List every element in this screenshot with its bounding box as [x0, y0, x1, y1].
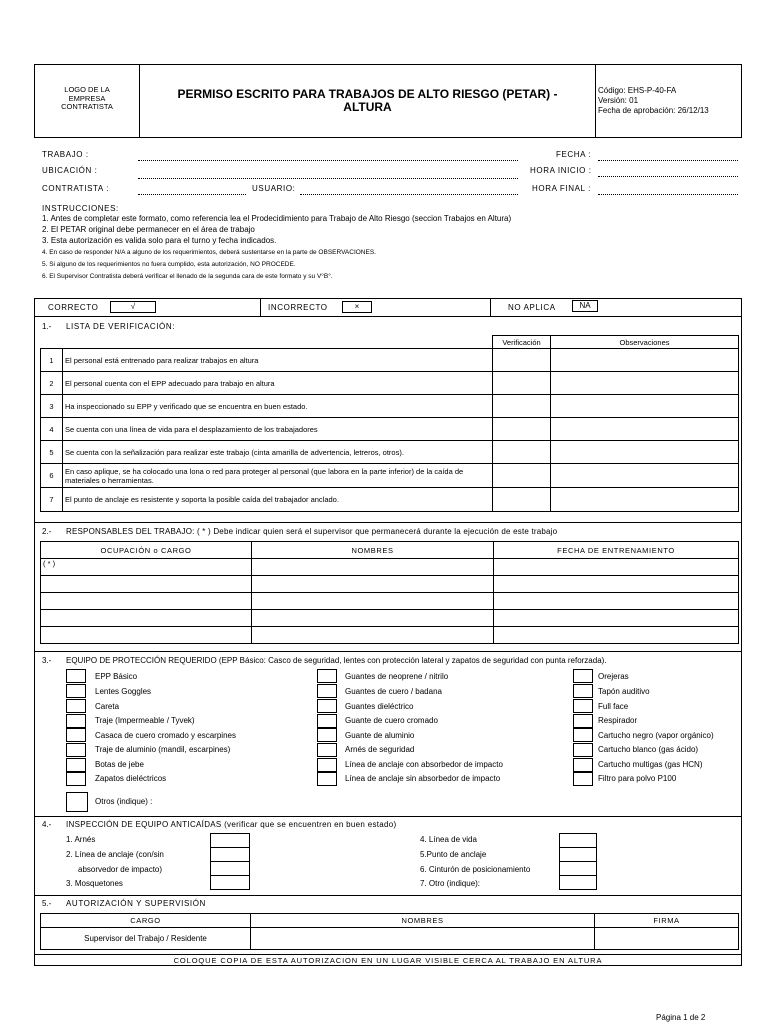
epp-checkbox[interactable]	[66, 684, 86, 698]
observaciones-cell[interactable]	[551, 418, 739, 441]
cargo-header: CARGO	[41, 914, 251, 928]
observaciones-cell[interactable]	[551, 349, 739, 372]
checklist-row-number: 2	[41, 372, 63, 395]
correcto-mark: √	[110, 301, 156, 313]
epp-label: Botas de jebe	[95, 760, 144, 769]
fecha-field[interactable]	[598, 160, 738, 161]
epp-label: Full face	[598, 702, 629, 711]
otros-checkbox[interactable]	[66, 792, 88, 812]
nombres-cell[interactable]	[252, 610, 494, 627]
fecha-cell[interactable]	[494, 576, 739, 593]
ocupacion-cell[interactable]	[41, 627, 252, 644]
epp-label: Orejeras	[598, 672, 629, 681]
epp-label: Respirador	[598, 716, 638, 725]
observaciones-cell[interactable]	[551, 441, 739, 464]
incorrecto-label: INCORRECTO	[268, 303, 328, 312]
epp-label: Traje de aluminio (mandil, escarpines)	[95, 745, 231, 754]
observaciones-cell[interactable]	[551, 372, 739, 395]
section2-number: 2.-	[42, 527, 52, 536]
ubicacion-field[interactable]	[138, 178, 518, 179]
epp-label: Casaca de cuero cromado y escarpines	[95, 731, 236, 740]
inspeccion-checkbox[interactable]	[210, 861, 250, 876]
epp-checkbox[interactable]	[573, 684, 593, 698]
epp-label: Línea de anclaje sin absorbedor de impacto	[345, 774, 501, 783]
hora-final-label: HORA FINAL :	[532, 184, 591, 193]
footer-notice: COLOQUE COPIA DE ESTA AUTORIZACION EN UN LUGAR VISIBLE CERCA AL TRABAJO EN ALTURA	[173, 956, 603, 965]
section3-title: EQUIPO DE PROTECCIÓN REQUERIDO (EPP Básico: Casco de seguridad, lentes con protección lateral y zapatos de seguridad con punta reforzada).	[66, 656, 607, 665]
epp-label: Tapón auditivo	[598, 687, 650, 696]
epp-checkbox[interactable]	[317, 669, 337, 683]
no-aplica-mark: NA	[572, 300, 598, 312]
usuario-label: USUARIO:	[252, 184, 296, 193]
checklist-row-number: 6	[41, 464, 63, 488]
fecha-cell[interactable]	[494, 610, 739, 627]
fecha-entrenamiento-header: FECHA DE ENTRENAMIENTO	[494, 542, 739, 559]
checklist-row-number: 3	[41, 395, 63, 418]
section2-title: RESPONSABLES DEL TRABAJO: ( * ) Debe indicar quien será el supervisor que permanecerá durante la ejecución de este trabajo	[66, 527, 558, 536]
inspeccion-label: 6. Cinturón de posicionamiento	[420, 865, 531, 874]
checklist-row-text: El personal cuenta con el EPP adecuado para trabajo en altura	[63, 372, 493, 395]
checklist-row-text: El personal está entrenado para realizar trabajos en altura	[63, 349, 493, 372]
contratista-field[interactable]	[138, 194, 246, 195]
epp-checkbox[interactable]	[573, 699, 593, 713]
nombres-cell[interactable]	[251, 928, 595, 950]
inspeccion-label: 1. Arnés	[66, 835, 96, 844]
epp-checkbox[interactable]	[573, 728, 593, 742]
section4-title: INSPECCIÓN DE EQUIPO ANTICAÍDAS (verificar que se encuentren en buen estado)	[66, 820, 397, 829]
inspeccion-checkbox[interactable]	[559, 833, 597, 848]
inspeccion-label: 5.Punto de anclaje	[420, 850, 487, 859]
section1-title: LISTA DE VERIFICACIÓN:	[66, 322, 176, 331]
epp-checkbox[interactable]	[66, 728, 86, 742]
epp-label: Lentes Goggles	[95, 687, 152, 696]
epp-checkbox[interactable]	[317, 728, 337, 742]
instruction-2: 2. El PETAR original debe permanecer en el área de trabajo	[42, 225, 255, 234]
hora-inicio-field[interactable]	[598, 176, 738, 177]
epp-label: Guantes dieléctrico	[345, 702, 414, 711]
inspeccion-label: 4. Línea de vida	[420, 835, 477, 844]
page-number: Página 1 de 2	[656, 1013, 706, 1022]
approval-date: Fecha de aprobación: 26/12/13	[598, 106, 709, 115]
inspeccion-checkbox[interactable]	[210, 875, 250, 890]
checklist-row-number: 4	[41, 418, 63, 441]
epp-checkbox[interactable]	[573, 772, 593, 786]
epp-label: Cartucho blanco (gas ácido)	[598, 745, 699, 754]
verificacion-cell[interactable]	[493, 418, 551, 441]
checklist-row-text: En caso aplique, se ha colocado una lona o red para proteger al personal (que labora en la parte inferior) de la caída de materiales o herramientas.	[63, 464, 493, 488]
inspeccion-checkbox[interactable]	[559, 861, 597, 876]
correcto-label: CORRECTO	[48, 303, 99, 312]
verificacion-header: Verificación	[493, 336, 551, 349]
observaciones-cell[interactable]	[551, 488, 739, 512]
epp-checkbox[interactable]	[66, 669, 86, 683]
instruction-4: 4. En caso de responder N/A a alguno de los requerimientos, deberá sustentarse en la parte de OBSERVACIONES.	[42, 249, 376, 256]
observaciones-header: Observaciones	[551, 336, 739, 349]
instructions-title: INSTRUCCIONES:	[42, 204, 119, 213]
autorizacion-table	[40, 913, 739, 950]
ocupacion-header: OCUPACIÓN o CARGO	[41, 542, 252, 559]
otros-label: Otros (indique) :	[95, 797, 153, 806]
supervisor-mark: ( * )	[43, 559, 56, 568]
hora-final-field[interactable]	[598, 194, 738, 195]
epp-checkbox[interactable]	[573, 743, 593, 757]
epp-label: Guante de cuero cromado	[345, 716, 438, 725]
epp-label: Línea de anclaje con absorbedor de impacto	[345, 760, 503, 769]
inspeccion-label: absorvedor de impacto)	[78, 865, 163, 874]
epp-checkbox[interactable]	[573, 669, 593, 683]
firma-cell[interactable]	[595, 928, 739, 950]
epp-label: Guantes de cuero / badana	[345, 687, 442, 696]
epp-checkbox[interactable]	[66, 772, 86, 786]
cargo-cell: Supervisor del Trabajo / Residente	[41, 928, 251, 950]
trabajo-label: TRABAJO :	[42, 150, 89, 159]
epp-checkbox[interactable]	[573, 714, 593, 728]
responsables-table	[40, 541, 739, 644]
checklist-row-number: 7	[41, 488, 63, 512]
fecha-cell[interactable]	[494, 559, 739, 576]
checklist-row-number: 1	[41, 349, 63, 372]
fecha-cell[interactable]	[494, 593, 739, 610]
epp-checkbox[interactable]	[66, 714, 86, 728]
verificacion-cell[interactable]	[493, 372, 551, 395]
epp-checkbox[interactable]	[317, 684, 337, 698]
inspeccion-checkbox[interactable]	[210, 847, 250, 862]
epp-checkbox[interactable]	[317, 772, 337, 786]
verificacion-cell[interactable]	[493, 395, 551, 418]
inspeccion-checkbox[interactable]	[559, 875, 597, 890]
checklist-row-text: Se cuenta con la señalización para realizar este trabajo (cinta amarilla de advertencia, letreros, otros).	[63, 441, 493, 464]
nombres-cell[interactable]	[252, 627, 494, 644]
inspeccion-checkbox[interactable]	[210, 833, 250, 848]
epp-checkbox[interactable]	[66, 699, 86, 713]
nombres-cell[interactable]	[252, 576, 494, 593]
observaciones-cell[interactable]	[551, 464, 739, 488]
fecha-cell[interactable]	[494, 627, 739, 644]
section4-number: 4.-	[42, 820, 52, 829]
instruction-5: 5. Si alguno de los requerimientos no fuera cumplido, esta autorización, NO PROCEDE.	[42, 261, 296, 268]
nombres-cell[interactable]	[252, 593, 494, 610]
checklist-row-text: El punto de anclaje es resistente y soporta la posible caída del trabajador anclado.	[63, 488, 493, 512]
observaciones-cell[interactable]	[551, 395, 739, 418]
verificacion-cell[interactable]	[493, 349, 551, 372]
company-logo-placeholder: LOGO DE LA EMPRESA CONTRATISTA	[61, 85, 113, 112]
inspeccion-label: 7. Otro (indique):	[420, 879, 481, 888]
checklist-table	[40, 335, 739, 512]
nombres-header: NOMBRES	[252, 542, 494, 559]
instruction-3: 3. Esta autorización es valida solo para el turno y fecha indicados.	[42, 236, 277, 245]
usuario-field[interactable]	[300, 194, 518, 195]
document-version: Versión: 01	[598, 96, 639, 105]
document-code: Código: EHS-P-40-FA	[598, 86, 677, 95]
checklist-row-number: 5	[41, 441, 63, 464]
form-title-line1: PERMISO ESCRITO PARA TRABAJOS DE ALTO RIESGO (PETAR) -	[177, 87, 558, 101]
epp-label: Traje (Impermeable / Tyvek)	[95, 716, 195, 725]
firma-header: FIRMA	[595, 914, 739, 928]
epp-checkbox[interactable]	[573, 758, 593, 772]
checklist-row-text: Ha inspeccionado su EPP y verificado que se encuentra en buen estado.	[63, 395, 493, 418]
instruction-6: 6. El Supervisor Contratista deberá verificar el llenado de la segunda cara de este formato y su V°B°.	[42, 273, 333, 280]
nombres-header: NOMBRES	[251, 914, 595, 928]
section5-number: 5.-	[42, 899, 52, 908]
epp-label: Guante de aluminio	[345, 731, 415, 740]
incorrecto-mark: ×	[342, 301, 372, 313]
trabajo-field[interactable]	[138, 160, 518, 161]
section1-number: 1.-	[42, 322, 52, 331]
epp-checkbox[interactable]	[317, 714, 337, 728]
epp-checkbox[interactable]	[66, 758, 86, 772]
epp-label: Arnés de seguridad	[345, 745, 415, 754]
inspeccion-label: 3. Mosquetones	[66, 879, 123, 888]
form-title-line2: ALTURA	[343, 100, 392, 114]
hora-inicio-label: HORA INICIO :	[530, 166, 592, 175]
ocupacion-cell[interactable]	[41, 576, 252, 593]
ocupacion-cell[interactable]	[41, 610, 252, 627]
inspeccion-label: 2. Línea de anclaje (con/sin	[66, 850, 164, 859]
instruction-1: 1. Antes de completar este formato, como referencia lea el Prodecidimiento para Trabajo de Alto Riesgo (seccion Trabajos en Altura)	[42, 214, 512, 223]
checklist-row-text: Se cuenta con una línea de vida para el desplazamiento de los trabajadores	[63, 418, 493, 441]
epp-checkbox[interactable]	[66, 743, 86, 757]
epp-label: Guantes de neoprene / nitrilo	[345, 672, 449, 681]
ubicacion-label: UBICACIÓN :	[42, 166, 98, 175]
ocupacion-cell[interactable]	[41, 559, 252, 576]
verificacion-cell[interactable]	[493, 488, 551, 512]
epp-label: Zapatos dieléctricos	[95, 774, 167, 783]
section5-title: AUTORIZACIÓN Y SUPERVISIÓN	[66, 899, 206, 908]
epp-checkbox[interactable]	[317, 758, 337, 772]
epp-label: Cartucho multigas (gas HCN)	[598, 760, 703, 769]
ocupacion-cell[interactable]	[41, 593, 252, 610]
no-aplica-label: NO APLICA	[508, 303, 556, 312]
verificacion-cell[interactable]	[493, 441, 551, 464]
verificacion-cell[interactable]	[493, 464, 551, 488]
epp-label: EPP Básico	[95, 672, 138, 681]
epp-label: Careta	[95, 702, 120, 711]
inspeccion-checkbox[interactable]	[559, 847, 597, 862]
epp-label: Cartucho negro (vapor orgánico)	[598, 731, 714, 740]
epp-label: Filtro para polvo P100	[598, 774, 677, 783]
nombres-cell[interactable]	[252, 559, 494, 576]
contratista-label: CONTRATISTA :	[42, 184, 110, 193]
fecha-label: FECHA :	[556, 150, 592, 159]
epp-checkbox[interactable]	[317, 699, 337, 713]
section3-number: 3.-	[42, 656, 52, 665]
epp-checkbox[interactable]	[317, 743, 337, 757]
